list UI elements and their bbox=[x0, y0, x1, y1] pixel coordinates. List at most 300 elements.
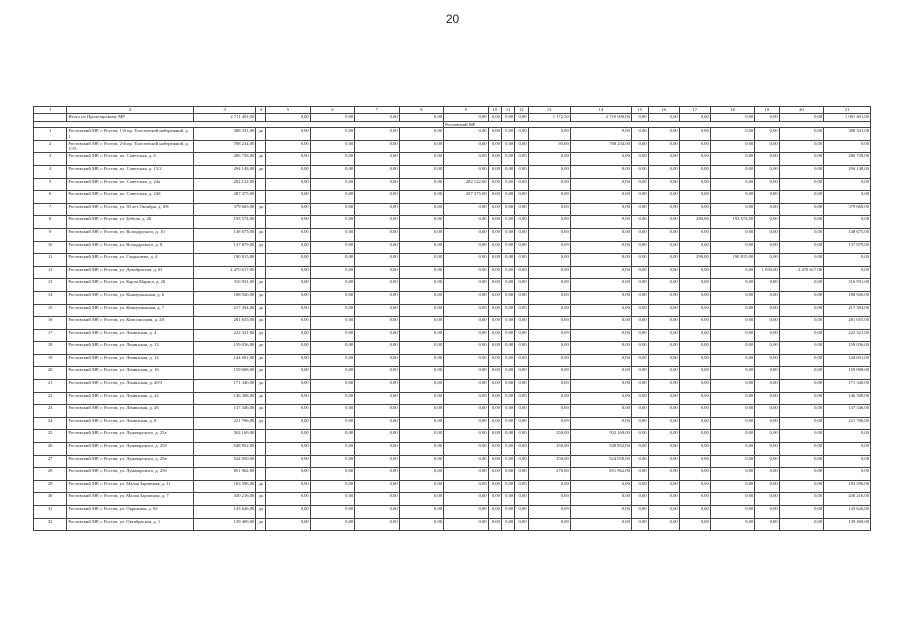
column-number: 18 bbox=[710, 107, 754, 114]
value-cell: 0,00 bbox=[710, 518, 754, 531]
total-cell: 0,00 bbox=[266, 113, 310, 121]
value-cell: 0,00 bbox=[310, 317, 354, 330]
value-cell: 0,00 bbox=[488, 354, 501, 367]
address-cell: Ростовский МР, г. Ростов, ул. Малая Заровская, д. 11 bbox=[67, 480, 194, 493]
value-cell: 0,00 bbox=[501, 380, 514, 393]
address-cell: Ростовский МР, г. Ростов, ул. 50 лет Октября, д. 8/8 bbox=[67, 203, 194, 216]
value-cell: 0,00 bbox=[679, 518, 710, 531]
section-label: Ростовский МР bbox=[444, 121, 871, 128]
value-cell: 0,00 bbox=[648, 342, 679, 355]
value-cell: 0,00 bbox=[755, 228, 779, 241]
value-cell: 0,00 bbox=[399, 140, 443, 153]
value-cell: 282 122,00 bbox=[444, 178, 488, 191]
value-cell: 0,00 bbox=[355, 354, 399, 367]
value-cell: 0,00 bbox=[528, 191, 570, 204]
value-cell: 0,00 bbox=[528, 506, 570, 519]
value-cell: 280,00 bbox=[679, 216, 710, 229]
flag-cell: да bbox=[256, 228, 266, 241]
value-cell: 0,00 bbox=[710, 241, 754, 254]
address-cell: Ростовский МР, г. Ростов, ул. Ленинская, д. 4 bbox=[67, 329, 194, 342]
value-cell: 0,00 bbox=[528, 254, 570, 267]
value-cell: 0,00 bbox=[779, 430, 823, 443]
column-number: 12 bbox=[515, 107, 528, 114]
value-cell: 0,00 bbox=[779, 367, 823, 380]
value-cell: 0,00 bbox=[710, 228, 754, 241]
value-cell: 0,00 bbox=[824, 254, 871, 267]
value-cell: 0,00 bbox=[755, 380, 779, 393]
value-cell: 0,00 bbox=[266, 191, 310, 204]
value-cell: 0,00 bbox=[528, 480, 570, 493]
value-cell: 250,00 bbox=[528, 430, 570, 443]
value-cell: 0,00 bbox=[444, 392, 488, 405]
value-cell: 0,00 bbox=[710, 140, 754, 153]
address-cell: Ростовский МР, г. Ростов, ул. Ленинская, д. 8 bbox=[67, 417, 194, 430]
value-cell: 0,00 bbox=[679, 443, 710, 456]
value-cell: 0,00 bbox=[779, 291, 823, 304]
value-cell: 0,00 bbox=[679, 354, 710, 367]
value-cell: 502 169,00 bbox=[194, 430, 256, 443]
row-number: 1 bbox=[34, 128, 67, 141]
row-number: 10 bbox=[34, 241, 67, 254]
value-cell: 2 470 617,00 bbox=[779, 266, 823, 279]
value-cell: 0,00 bbox=[515, 342, 528, 355]
value-cell: 0,00 bbox=[570, 304, 631, 317]
value-cell: 0,00 bbox=[488, 279, 501, 292]
flag-cell bbox=[256, 468, 266, 481]
section-spacer bbox=[34, 121, 444, 128]
value-cell: 0,00 bbox=[310, 165, 354, 178]
value-cell: 0,00 bbox=[515, 216, 528, 229]
value-cell: 0,00 bbox=[355, 367, 399, 380]
value-cell: 0,00 bbox=[824, 443, 871, 456]
value-cell: 137 346,00 bbox=[194, 405, 256, 418]
value-cell: 0,00 bbox=[779, 228, 823, 241]
row-number: 32 bbox=[34, 518, 67, 531]
value-cell: 0,00 bbox=[528, 317, 570, 330]
value-cell: 282 122,00 bbox=[194, 178, 256, 191]
flag-cell: да bbox=[256, 380, 266, 393]
value-cell: 0,00 bbox=[266, 228, 310, 241]
value-cell: 0,00 bbox=[570, 153, 631, 166]
value-cell: 0,00 bbox=[528, 342, 570, 355]
value-cell: 217 394,00 bbox=[824, 304, 871, 317]
value-cell: 0,00 bbox=[355, 392, 399, 405]
value-cell: 0,00 bbox=[779, 342, 823, 355]
value-cell: 0,00 bbox=[355, 443, 399, 456]
value-cell: 0,00 bbox=[488, 228, 501, 241]
value-cell: 0,00 bbox=[648, 128, 679, 141]
row-number: 5 bbox=[34, 178, 67, 191]
value-cell: 0,00 bbox=[488, 317, 501, 330]
value-cell: 0,00 bbox=[501, 506, 514, 519]
table-row bbox=[34, 367, 871, 380]
value-cell: 0,00 bbox=[310, 405, 354, 418]
value-cell: 0,00 bbox=[570, 216, 631, 229]
table-row bbox=[34, 165, 871, 178]
value-cell: 0,00 bbox=[355, 279, 399, 292]
value-cell: 0,00 bbox=[779, 480, 823, 493]
value-cell: 0,00 bbox=[755, 354, 779, 367]
value-cell: 0,00 bbox=[824, 266, 871, 279]
address-cell: Ростовский МР, г. Ростов, ул. Ленинская, д. 26 bbox=[67, 405, 194, 418]
value-cell: 0,00 bbox=[631, 165, 648, 178]
value-cell: 0,00 bbox=[501, 480, 514, 493]
value-cell: 0,00 bbox=[488, 191, 501, 204]
value-cell: 0,00 bbox=[710, 392, 754, 405]
value-cell: 0,00 bbox=[631, 178, 648, 191]
row-number: 26 bbox=[34, 443, 67, 456]
value-cell: 0,00 bbox=[310, 228, 354, 241]
row-number: 21 bbox=[34, 380, 67, 393]
value-cell: 0,00 bbox=[570, 266, 631, 279]
flag-cell: да bbox=[256, 128, 266, 141]
value-cell: 0,00 bbox=[824, 468, 871, 481]
value-cell: 0,00 bbox=[570, 178, 631, 191]
value-cell: 0,00 bbox=[444, 354, 488, 367]
column-number: 17 bbox=[679, 107, 710, 114]
value-cell: 0,00 bbox=[355, 342, 399, 355]
value-cell: 171 340,00 bbox=[194, 380, 256, 393]
value-cell: 0,00 bbox=[399, 405, 443, 418]
value-cell: 0,00 bbox=[266, 178, 310, 191]
value-cell: 0,00 bbox=[488, 455, 501, 468]
flag-cell: да bbox=[256, 367, 266, 380]
value-cell: 0,00 bbox=[515, 405, 528, 418]
value-cell: 0,00 bbox=[501, 165, 514, 178]
table-row bbox=[34, 443, 871, 456]
table-row bbox=[34, 493, 871, 506]
value-cell: 0,00 bbox=[528, 241, 570, 254]
value-cell: 0,00 bbox=[779, 493, 823, 506]
row-number: 6 bbox=[34, 191, 67, 204]
value-cell: 0,00 bbox=[266, 367, 310, 380]
value-cell: 388 331,00 bbox=[824, 128, 871, 141]
value-cell: 0,00 bbox=[444, 153, 488, 166]
value-cell: 0,00 bbox=[648, 203, 679, 216]
value-cell: 0,00 bbox=[679, 178, 710, 191]
value-cell: 0,00 bbox=[266, 304, 310, 317]
value-cell: 0,00 bbox=[779, 165, 823, 178]
value-cell: 0,00 bbox=[355, 480, 399, 493]
value-cell: 0,00 bbox=[399, 480, 443, 493]
column-number: 15 bbox=[631, 107, 648, 114]
value-cell: 0,00 bbox=[679, 468, 710, 481]
value-cell: 0,00 bbox=[648, 380, 679, 393]
value-cell: 0,00 bbox=[570, 241, 631, 254]
value-cell: 0,00 bbox=[755, 216, 779, 229]
value-cell: 0,00 bbox=[266, 506, 310, 519]
address-cell: Ростовский МР, г. Ростов, ул. Комсомолова, д. 20 bbox=[67, 317, 194, 330]
address-cell: Ростовский МР, г. Ростов, ул. Володарского, д. 8 bbox=[67, 241, 194, 254]
value-cell: 0,00 bbox=[528, 367, 570, 380]
value-cell: 0,00 bbox=[631, 153, 648, 166]
value-cell: 0,00 bbox=[779, 140, 823, 153]
address-cell: Ростовский МР, г. Ростов, ул. Ленинская, д. 13 bbox=[67, 342, 194, 355]
table-row bbox=[34, 191, 871, 204]
value-cell: 0,00 bbox=[266, 380, 310, 393]
value-cell: 0,00 bbox=[488, 342, 501, 355]
value-cell: 0,00 bbox=[528, 493, 570, 506]
address-cell: Ростовский МР, г. Ростов, 1-й пр. Толстовской набережной, д. 1 bbox=[67, 128, 194, 141]
value-cell: 290,00 bbox=[679, 254, 710, 267]
value-cell: 0,00 bbox=[679, 304, 710, 317]
value-cell: 0,00 bbox=[355, 128, 399, 141]
flag-cell bbox=[256, 178, 266, 191]
value-cell: 0,00 bbox=[310, 279, 354, 292]
value-cell: 0,00 bbox=[266, 203, 310, 216]
table-row bbox=[34, 317, 871, 330]
value-cell: 0,00 bbox=[488, 266, 501, 279]
value-cell: 0,00 bbox=[779, 254, 823, 267]
value-cell: 0,00 bbox=[528, 203, 570, 216]
value-cell: 0,00 bbox=[779, 417, 823, 430]
value-cell: 148 675,00 bbox=[194, 228, 256, 241]
value-cell: 0,00 bbox=[570, 228, 631, 241]
value-cell: 0,00 bbox=[755, 317, 779, 330]
value-cell: 0,00 bbox=[631, 518, 648, 531]
value-cell: 0,00 bbox=[648, 228, 679, 241]
row-number: 28 bbox=[34, 468, 67, 481]
value-cell: 0,00 bbox=[488, 329, 501, 342]
address-cell: Ростовский МР, г. Ростов, ул. Ленинская, д. 16 bbox=[67, 367, 194, 380]
value-cell: 0,00 bbox=[570, 291, 631, 304]
value-cell: 0,00 bbox=[779, 455, 823, 468]
value-cell: 0,00 bbox=[570, 191, 631, 204]
value-cell: 0,00 bbox=[755, 140, 779, 153]
column-number: 20 bbox=[779, 107, 823, 114]
total-cell: 0,00 bbox=[355, 113, 399, 121]
row-number: 12 bbox=[34, 266, 67, 279]
value-cell: 0,00 bbox=[501, 128, 514, 141]
value-cell: 0,00 bbox=[631, 317, 648, 330]
value-cell: 139 469,00 bbox=[824, 518, 871, 531]
value-cell: 0,00 bbox=[515, 317, 528, 330]
table-row bbox=[34, 291, 871, 304]
value-cell: 0,00 bbox=[679, 405, 710, 418]
address-cell: Ростовский МР, г. Ростов, ул. Гладышева, д. 4 bbox=[67, 254, 194, 267]
value-cell: 0,00 bbox=[488, 216, 501, 229]
flag-cell: да bbox=[256, 354, 266, 367]
value-cell: 0,00 bbox=[501, 317, 514, 330]
value-cell: 159 008,00 bbox=[194, 367, 256, 380]
value-cell: 0,00 bbox=[570, 279, 631, 292]
row-number: 24 bbox=[34, 417, 67, 430]
value-cell: 221 706,00 bbox=[824, 417, 871, 430]
value-cell: 0,00 bbox=[710, 203, 754, 216]
value-cell: 0,00 bbox=[399, 430, 443, 443]
value-cell: 287 375,00 bbox=[444, 191, 488, 204]
address-cell: Ростовский МР, г. Ростов, ул. Октябрьская, д. 1 bbox=[67, 518, 194, 531]
value-cell: 0,00 bbox=[266, 443, 310, 456]
value-cell: 0,00 bbox=[501, 140, 514, 153]
value-cell: 0,00 bbox=[310, 153, 354, 166]
value-cell: 0,00 bbox=[355, 304, 399, 317]
value-cell: 0,00 bbox=[779, 178, 823, 191]
value-cell: 0,00 bbox=[570, 392, 631, 405]
value-cell: 0,00 bbox=[648, 317, 679, 330]
value-cell: 190 815,00 bbox=[710, 254, 754, 267]
value-cell: 0,00 bbox=[488, 405, 501, 418]
value-cell: 0,00 bbox=[824, 140, 871, 153]
value-cell: 0,00 bbox=[631, 367, 648, 380]
value-cell: 0,00 bbox=[399, 518, 443, 531]
value-cell: 0,00 bbox=[399, 317, 443, 330]
total-cell: 0,00 bbox=[488, 113, 501, 121]
value-cell: 0,00 bbox=[528, 417, 570, 430]
value-cell: 0,00 bbox=[515, 354, 528, 367]
value-cell: 217 394,00 bbox=[194, 304, 256, 317]
value-cell: 0,00 bbox=[710, 455, 754, 468]
value-cell: 0,00 bbox=[648, 480, 679, 493]
value-cell: 0,00 bbox=[779, 317, 823, 330]
value-cell: 159 008,00 bbox=[824, 367, 871, 380]
value-cell: 0,00 bbox=[631, 266, 648, 279]
address-cell: Ростовский МР, г. Ростов, пл. Советская, д. 24б bbox=[67, 191, 194, 204]
value-cell: 286 758,00 bbox=[194, 153, 256, 166]
row-number: 2 bbox=[34, 140, 67, 153]
value-cell: 0,00 bbox=[755, 191, 779, 204]
value-cell: 0,00 bbox=[710, 279, 754, 292]
value-cell: 0,00 bbox=[755, 178, 779, 191]
value-cell: 188 920,00 bbox=[824, 291, 871, 304]
value-cell: 0,00 bbox=[310, 241, 354, 254]
address-cell: Ростовский МР, г. Ростов, пл. Советская, д. 15/2 bbox=[67, 165, 194, 178]
value-cell: 0,00 bbox=[444, 304, 488, 317]
flag-cell: да bbox=[256, 392, 266, 405]
value-cell: 137 879,00 bbox=[194, 241, 256, 254]
value-cell: 0,00 bbox=[399, 279, 443, 292]
value-cell: 0,00 bbox=[631, 405, 648, 418]
value-cell: 0,00 bbox=[399, 304, 443, 317]
value-cell: 0,00 bbox=[515, 266, 528, 279]
value-cell: 0,00 bbox=[266, 468, 310, 481]
value-cell: 0,00 bbox=[488, 140, 501, 153]
value-cell: 0,00 bbox=[355, 241, 399, 254]
table-row bbox=[34, 216, 871, 229]
flag-cell: да bbox=[256, 317, 266, 330]
value-cell: 0,00 bbox=[631, 329, 648, 342]
total-cell: 1 001 401,00 bbox=[824, 113, 871, 121]
value-cell: 0,00 bbox=[266, 266, 310, 279]
value-cell: 0,00 bbox=[488, 153, 501, 166]
value-cell: 0,00 bbox=[648, 254, 679, 267]
value-cell: 0,00 bbox=[631, 203, 648, 216]
row-number: 16 bbox=[34, 317, 67, 330]
value-cell: 0,00 bbox=[779, 216, 823, 229]
value-cell: 0,00 bbox=[310, 304, 354, 317]
value-cell: 0,00 bbox=[515, 304, 528, 317]
value-cell: 222 321,00 bbox=[194, 329, 256, 342]
address-cell: Ростовский МР, г. Ростов, ул. Луначарского, д. 25а bbox=[67, 430, 194, 443]
address-cell: Ростовский МР, г. Ростов, ул. Ленинская, д. 20/3 bbox=[67, 380, 194, 393]
value-cell: 0,00 bbox=[310, 443, 354, 456]
value-cell: 0,00 bbox=[355, 380, 399, 393]
value-cell: 250,00 bbox=[528, 443, 570, 456]
value-cell: 0,00 bbox=[515, 468, 528, 481]
value-cell: 0,00 bbox=[355, 417, 399, 430]
flag-cell: да bbox=[256, 417, 266, 430]
value-cell: 0,00 bbox=[501, 266, 514, 279]
value-cell: 0,00 bbox=[444, 480, 488, 493]
row-number: 17 bbox=[34, 329, 67, 342]
value-cell: 0,00 bbox=[444, 228, 488, 241]
value-cell: 0,00 bbox=[648, 405, 679, 418]
value-cell: 0,00 bbox=[631, 228, 648, 241]
value-cell: 0,00 bbox=[310, 367, 354, 380]
value-cell: 0,00 bbox=[528, 178, 570, 191]
value-cell: 0,00 bbox=[679, 279, 710, 292]
value-cell: 0,00 bbox=[679, 342, 710, 355]
value-cell: 0,00 bbox=[266, 317, 310, 330]
value-cell: 316 931,00 bbox=[194, 279, 256, 292]
value-cell: 0,00 bbox=[399, 493, 443, 506]
value-cell: 0,00 bbox=[399, 241, 443, 254]
value-cell: 0,00 bbox=[310, 480, 354, 493]
value-cell: 0,00 bbox=[528, 291, 570, 304]
flag-cell: да bbox=[256, 405, 266, 418]
value-cell: 0,00 bbox=[515, 480, 528, 493]
value-cell: 0,00 bbox=[631, 430, 648, 443]
value-cell: 0,00 bbox=[679, 241, 710, 254]
value-cell: 0,00 bbox=[515, 329, 528, 342]
value-cell: 0,00 bbox=[399, 392, 443, 405]
value-cell: 0,00 bbox=[631, 506, 648, 519]
value-cell: 0,00 bbox=[779, 191, 823, 204]
value-cell: 0,00 bbox=[779, 304, 823, 317]
value-cell: 0,00 bbox=[515, 279, 528, 292]
table-row bbox=[34, 455, 871, 468]
flag-cell: да bbox=[256, 342, 266, 355]
value-cell: 0,00 bbox=[501, 430, 514, 443]
flag-cell: да bbox=[256, 153, 266, 166]
value-cell: 0,00 bbox=[710, 480, 754, 493]
value-cell: 0,00 bbox=[779, 329, 823, 342]
value-cell: 0,00 bbox=[310, 216, 354, 229]
table-row bbox=[34, 354, 871, 367]
value-cell: 0,00 bbox=[710, 354, 754, 367]
value-cell: 0,00 bbox=[310, 178, 354, 191]
value-cell: 0,00 bbox=[631, 304, 648, 317]
value-cell: 0,00 bbox=[266, 140, 310, 153]
value-cell: 143 626,00 bbox=[194, 506, 256, 519]
value-cell: 137 879,00 bbox=[824, 241, 871, 254]
flag-cell: да bbox=[256, 241, 266, 254]
section-row bbox=[34, 121, 871, 128]
flag-cell bbox=[256, 254, 266, 267]
value-cell: 0,00 bbox=[355, 228, 399, 241]
value-cell: 0,00 bbox=[444, 279, 488, 292]
value-cell: 0,00 bbox=[501, 443, 514, 456]
value-cell: 0,00 bbox=[501, 178, 514, 191]
value-cell: 0,00 bbox=[570, 405, 631, 418]
column-number: 2 bbox=[67, 107, 194, 114]
total-cell: 0,00 bbox=[501, 113, 514, 121]
total-cell: 2 710 000,00 bbox=[570, 113, 631, 121]
value-cell: 0,00 bbox=[710, 443, 754, 456]
table-row bbox=[34, 518, 871, 531]
value-cell: 0,00 bbox=[631, 128, 648, 141]
value-cell: 0,00 bbox=[266, 354, 310, 367]
value-cell: 0,00 bbox=[501, 203, 514, 216]
value-cell: 0,00 bbox=[310, 392, 354, 405]
table-row bbox=[34, 140, 871, 153]
value-cell: 0,00 bbox=[399, 203, 443, 216]
value-cell: 287 375,00 bbox=[194, 191, 256, 204]
table-row bbox=[34, 329, 871, 342]
value-cell: 0,00 bbox=[779, 443, 823, 456]
table-row bbox=[34, 203, 871, 216]
value-cell: 0,00 bbox=[779, 153, 823, 166]
